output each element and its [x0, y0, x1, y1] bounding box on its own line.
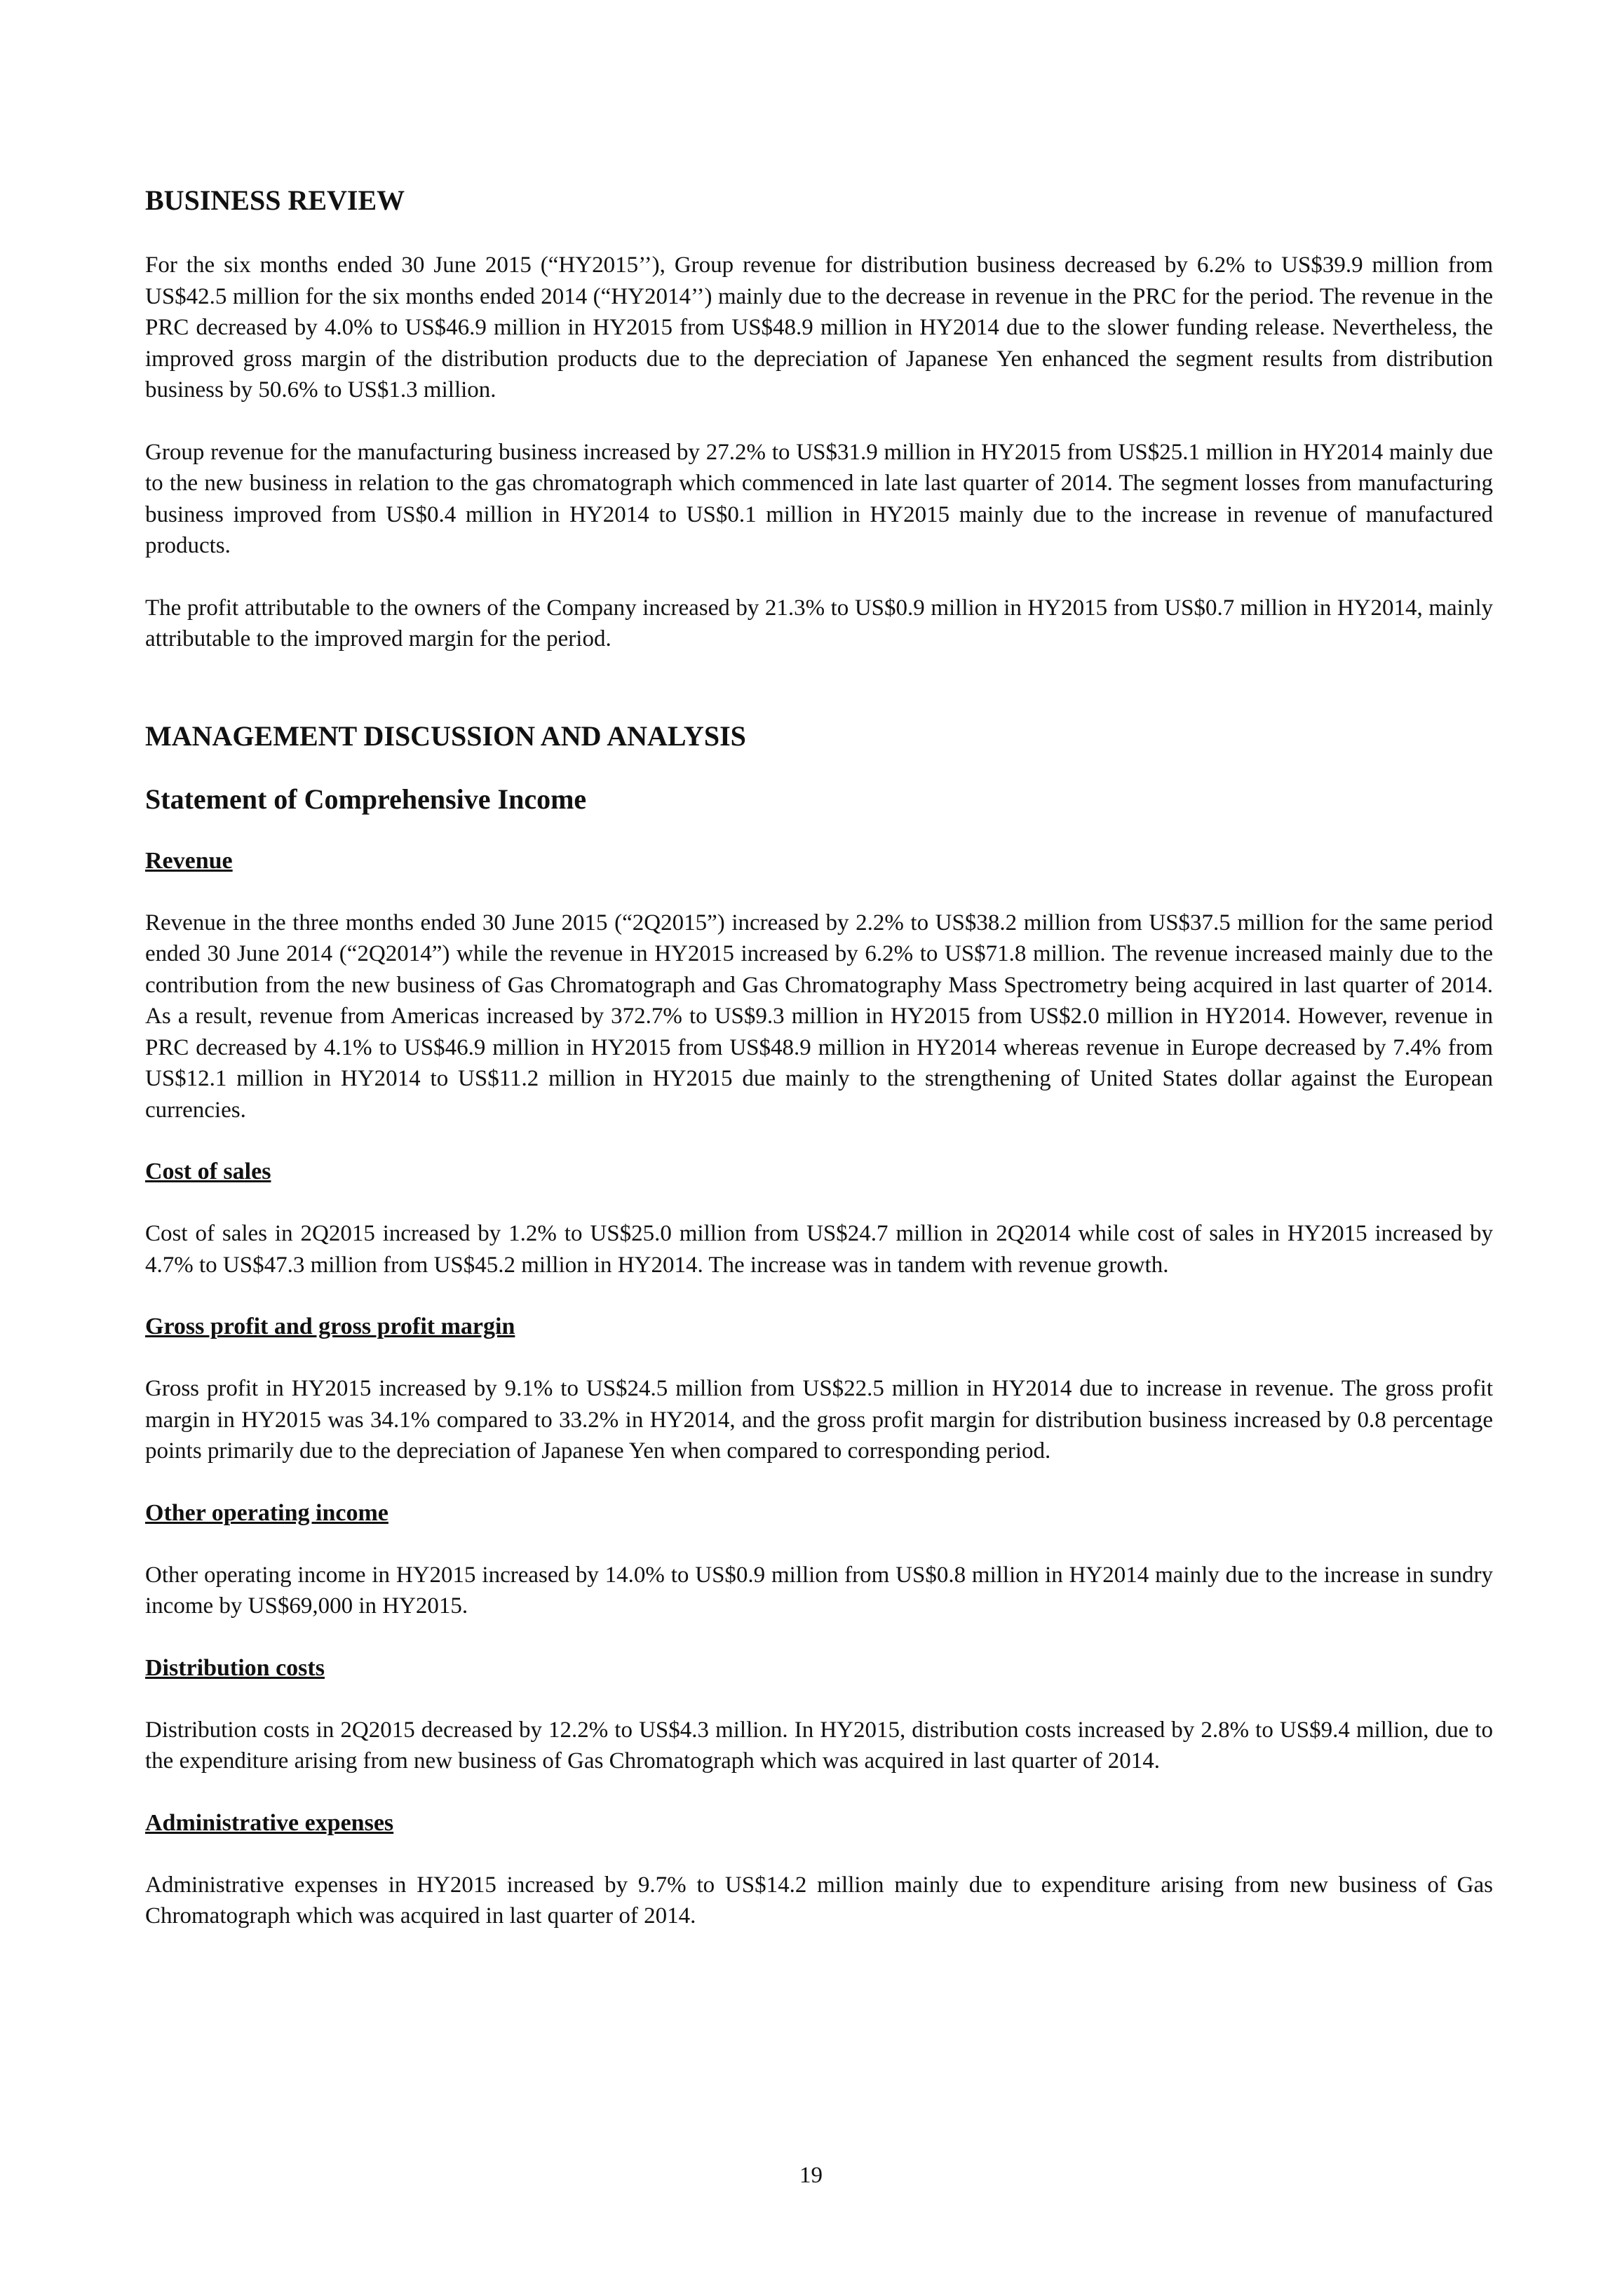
section-text-gross-profit: Gross profit in HY2015 increased by 9.1% to US$24.5 million from US$22.5 million in HY2014 due to increase in revenue. The gross profit margin in HY2015 was 34.1% compared to 33.2% in HY2014, and the gross profit margin for distribution business increased by 0.8 percentage points primarily due to the depreciation of Japanese Yen when compared to corresponding period. — [145, 1376, 1493, 1464]
section-distribution-costs — [145, 1653, 1493, 1777]
section-revenue — [145, 846, 1493, 1126]
section-gross-profit — [145, 1311, 1493, 1467]
section-label-other-operating-income: Other operating income — [145, 1499, 388, 1526]
business-review-heading: BUSINESS REVIEW — [145, 184, 405, 216]
section-label-administrative-expenses: Administrative expenses — [145, 1809, 394, 1836]
section-cost-of-sales — [145, 1156, 1493, 1281]
section-text-other-operating-income: Other operating income in HY2015 increased by 14.0% to US$0.9 million from US$0.8 million in HY2014 mainly due to the increase in sundry income by US$69,000 in HY2015. — [145, 1562, 1493, 1619]
section-text-distribution-costs: Distribution costs in 2Q2015 decreased by 12.2% to US$4.3 million. In HY2015, distribution costs increased by 2.8% to US$9.4 million, due to the expenditure arising from new business of Gas Chromatograph which was acquired in last quarter of 2014. — [145, 1717, 1493, 1774]
section-text-revenue: Revenue in the three months ended 30 June 2015 (“2Q2015”) increased by 2.2% to US$38.2 million from US$37.5 million for the same period ended 30 June 2014 (“2Q2014”) while the revenue in HY2015 increased by 6.2% to US$71.8 million. The revenue increased mainly due to the contribution from the new business of Gas Chromatograph and Gas Chromatography Mass Spectrometry being acquired in last quarter of 2014. As a result, revenue from Americas increased by 372.7% to US$9.3 million in HY2015 from US$2.0 million in HY2014. However, revenue in PRC decreased by 4.1% to US$46.9 million in HY2015 from US$48.9 million in HY2014 whereas revenue in Europe decreased by 7.4% from US$12.1 million in HY2014 to US$11.2 million in HY2015 due mainly to the strengthening of United States dollar against the European currencies. — [145, 910, 1493, 1123]
section-label-revenue: Revenue — [145, 847, 233, 874]
section-text-cost-of-sales: Cost of sales in 2Q2015 increased by 1.2% to US$25.0 million from US$24.7 million in 2Q2014 while cost of sales in HY2015 increased by 4.7% to US$47.3 million from US$45.2 million in HY2014. The increase was in tandem with revenue growth. — [145, 1221, 1493, 1278]
statement-comprehensive-income-subheading: Statement of Comprehensive Income — [145, 783, 587, 815]
section-label-cost-of-sales: Cost of sales — [145, 1159, 271, 1184]
section-other-operating-income — [145, 1498, 1493, 1622]
document-body — [145, 184, 1493, 1932]
section-text-administrative-expenses: Administrative expenses in HY2015 increased by 9.7% to US$14.2 million mainly due to expenditure arising from new business of Gas Chromatograph which was acquired in last quarter of 2014. — [145, 1872, 1493, 1929]
section-label-gross-profit: Gross profit and gross profit margin — [145, 1314, 515, 1339]
business-review-paragraph-distribution: For the six months ended 30 June 2015 (“HY2015’’), Group revenue for distribution business decreased by 6.2% to US$39.9 million from US$42.5 million for the six months ended 2014 (“HY2014’’) mainly due to the decrease in revenue in the PRC for the period. The revenue in the PRC decreased by 4.0% to US$46.9 million in HY2015 from US$48.9 million in HY2014 due to the slower funding release. Nevertheless, the improved gross margin of the distribution products due to the depreciation of Japanese Yen enhanced the segment results from distribution business by 50.6% to US$1.3 million. — [145, 252, 1493, 403]
business-review-paragraph-manufacturing: Group revenue for the manufacturing business increased by 27.2% to US$31.9 million in HY2015 from US$25.1 million in HY2014 mainly due to the new business in relation to the gas chromatograph which commenced in late last quarter of 2014. The segment losses from manufacturing business improved from US$0.4 million in HY2014 to US$0.1 million in HY2015 mainly due to the increase in revenue of manufactured products. — [145, 439, 1493, 558]
section-administrative-expenses — [145, 1808, 1493, 1932]
mda-heading: MANAGEMENT DISCUSSION AND ANALYSIS — [145, 720, 746, 752]
section-label-distribution-costs: Distribution costs — [145, 1654, 325, 1681]
business-review-paragraph-profit: The profit attributable to the owners of the Company increased by 21.3% to US$0.9 million in HY2015 from US$0.7 million in HY2014, mainly attributable to the improved margin for the period. — [145, 595, 1493, 651]
page-number: 19 — [799, 2163, 823, 2188]
